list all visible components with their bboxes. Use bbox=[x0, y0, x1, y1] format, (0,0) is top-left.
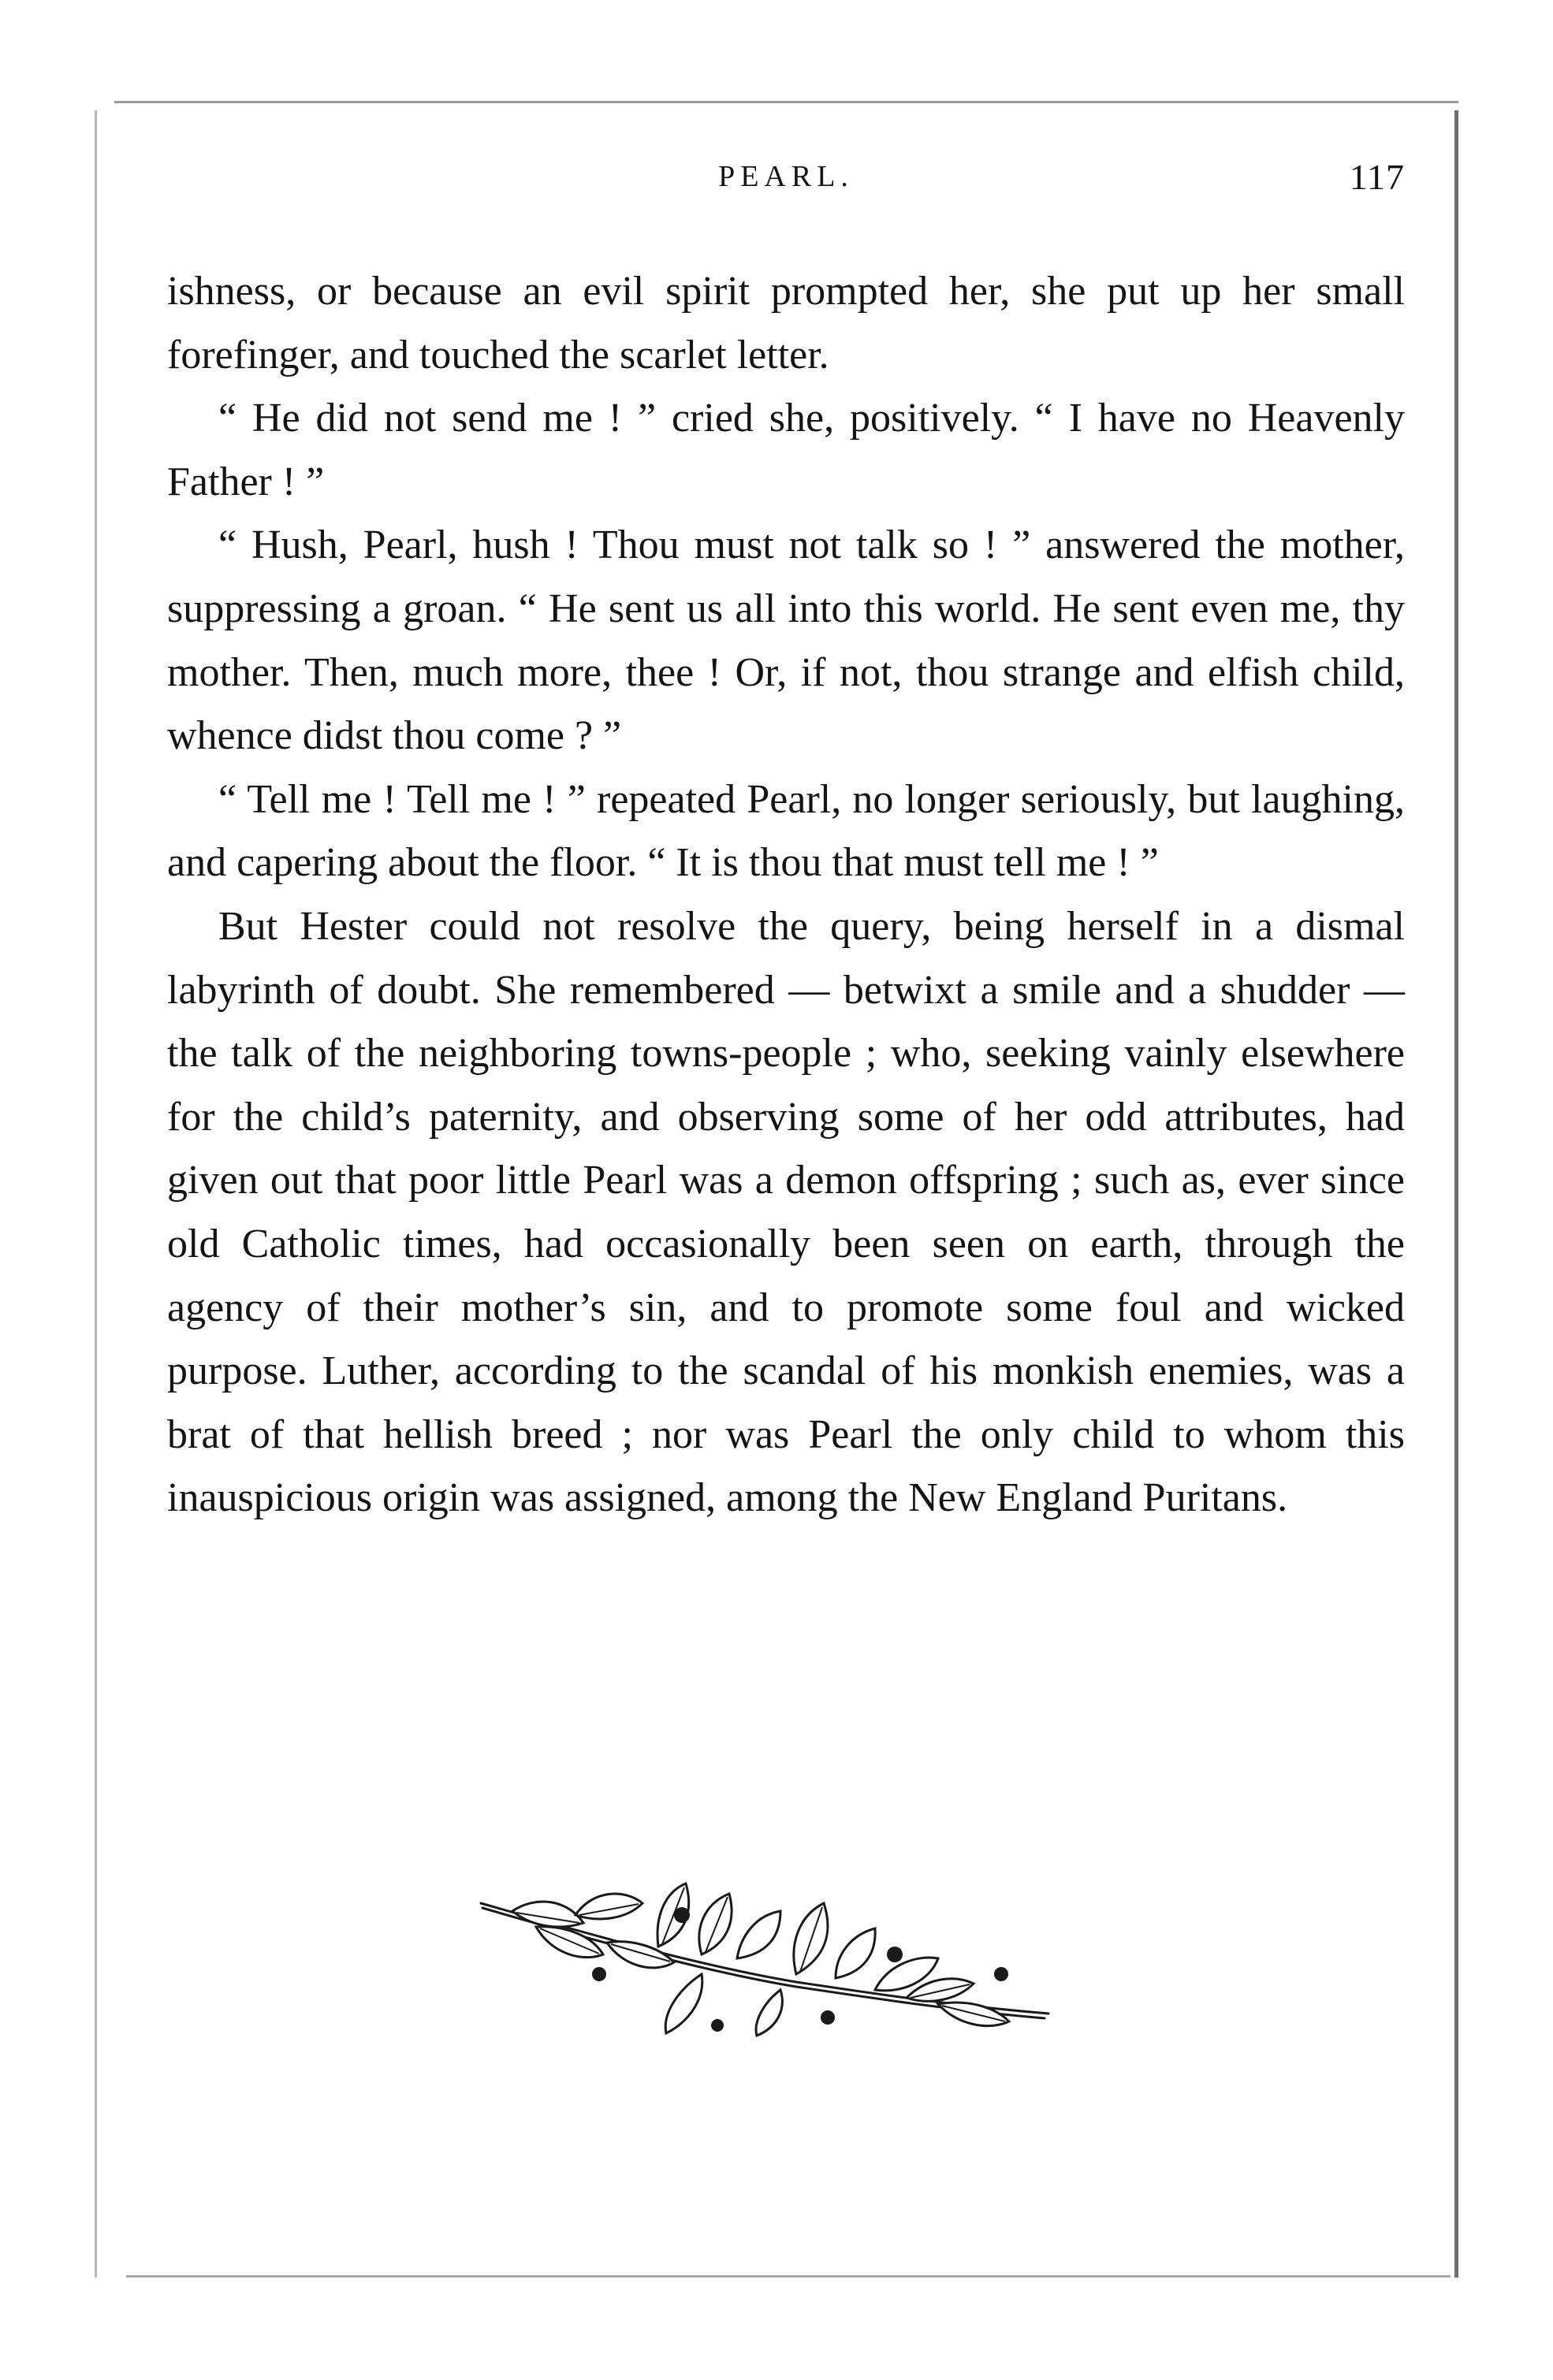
running-head: PEARL. bbox=[718, 160, 854, 193]
body-text bbox=[167, 260, 1405, 1530]
page-number: 117 bbox=[1349, 157, 1405, 197]
page-frame-right bbox=[1454, 110, 1458, 2278]
paragraph-2: “ He did not send me ! ” cried she, positively. “ I have no Heavenly Father ! ” bbox=[167, 396, 1405, 504]
page-header bbox=[167, 150, 1405, 205]
page-frame-top bbox=[114, 101, 1458, 103]
olive-branch-icon bbox=[465, 1880, 1064, 2037]
page-frame-bottom bbox=[126, 2275, 1451, 2278]
paragraph-5: But Hester could not resolve the query, being herself in a dismal labyrinth of doubt. She remembered — betwixt a smile and a shudder — the talk of the neighboring towns-people ; who, seeking vainly elsewhere for the child’s paternity, and observing some of her odd attributes, had given out that poor little Pearl was a demon offspring ; such as, ever since old Catholic times, had occasionally been seen on earth, through the agency of their mother’s sin, and to promote some foul and wicked purpose. Luther, according to the scandal of his monkish enemies, was a brat of that hellish breed ; nor was Pearl the only child to whom this inauspicious origin was assigned, among the New England Puritans. bbox=[167, 903, 1405, 1521]
paragraph-3: “ Hush, Pearl, hush ! Thou must not talk so ! ” answered the mother, suppressing a groan. “ He sent us all into this world. He sent even me, thy mother. Then, much more, thee ! Or, if not, thou strange and elfish child, whence didst thou come ? ” bbox=[167, 522, 1405, 759]
paragraph-1: ishness, or because an evil spirit prompted her, she put up her small forefinger, and touched the scarlet letter. bbox=[167, 269, 1405, 377]
page-frame-left bbox=[95, 110, 97, 2278]
paragraph-4: “ Tell me ! Tell me ! ” repeated Pearl, no longer seriously, but laughing, and capering about the floor. “ It is thou that must tell me ! ” bbox=[167, 776, 1405, 886]
